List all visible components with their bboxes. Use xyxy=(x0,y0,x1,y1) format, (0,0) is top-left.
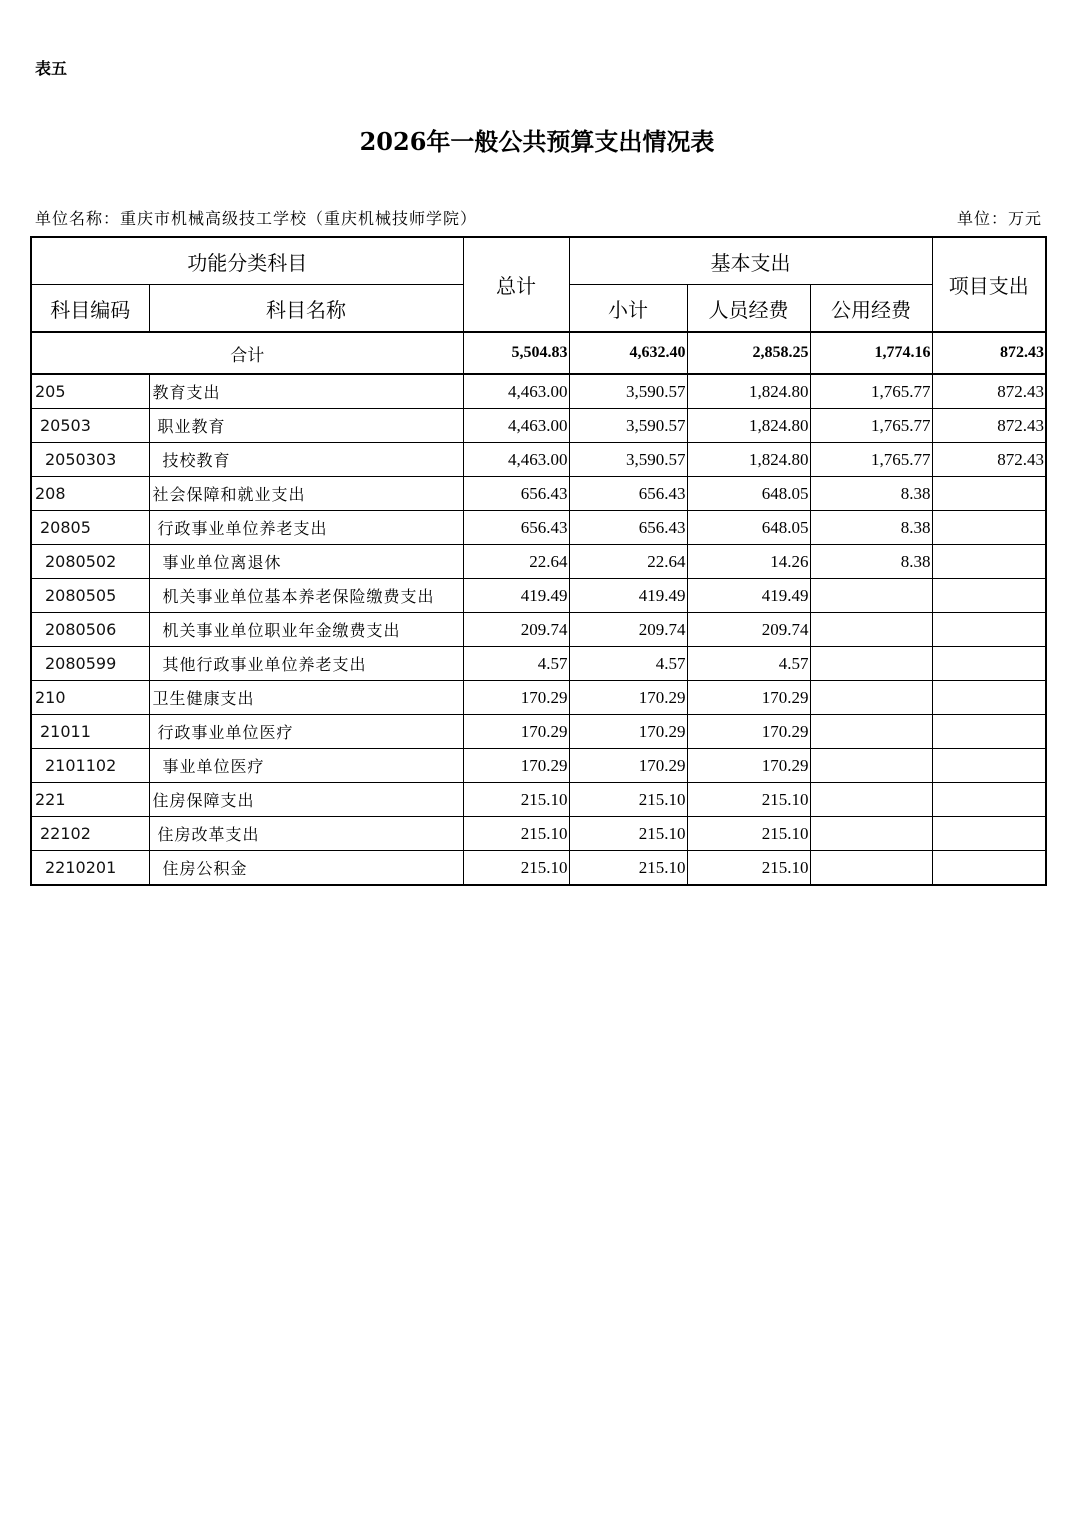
total-personnel: 2,858.25 xyxy=(687,332,810,374)
row-total: 4.57 xyxy=(463,647,569,681)
row-subtotal: 4.57 xyxy=(569,647,687,681)
row-code: 20805 xyxy=(31,511,149,545)
row-name: 机关事业单位基本养老保险缴费支出 xyxy=(149,579,463,613)
unit-name: 单位名称：重庆市机械高级技工学校（重庆机械技师学院） xyxy=(35,209,478,228)
row-personnel: 14.26 xyxy=(687,545,810,579)
table-row xyxy=(31,851,1046,886)
row-code: 2080505 xyxy=(31,579,149,613)
row-personnel: 215.10 xyxy=(687,783,810,817)
row-subtotal: 3,590.57 xyxy=(569,409,687,443)
row-subtotal: 215.10 xyxy=(569,783,687,817)
total-project: 872.43 xyxy=(932,332,1046,374)
row-subtotal: 170.29 xyxy=(569,681,687,715)
subtotal-header: 小计 xyxy=(569,285,687,333)
basic-expense-header: 基本支出 xyxy=(569,237,932,285)
table-row xyxy=(31,443,1046,477)
row-code: 22102 xyxy=(31,817,149,851)
row-subtotal: 22.64 xyxy=(569,545,687,579)
row-public xyxy=(810,613,932,647)
row-project: 872.43 xyxy=(932,374,1046,409)
personnel-header: 人员经费 xyxy=(687,285,810,333)
row-public: 8.38 xyxy=(810,545,932,579)
row-personnel: 215.10 xyxy=(687,851,810,886)
table-row xyxy=(31,545,1046,579)
row-code: 20503 xyxy=(31,409,149,443)
row-code: 221 xyxy=(31,783,149,817)
page-title: 2026年一般公共预算支出情况表 xyxy=(359,127,715,156)
row-code: 2080502 xyxy=(31,545,149,579)
row-total: 22.64 xyxy=(463,545,569,579)
row-public xyxy=(810,749,932,783)
row-project xyxy=(932,851,1046,886)
row-code: 2050303 xyxy=(31,443,149,477)
row-total: 215.10 xyxy=(463,817,569,851)
row-name: 住房改革支出 xyxy=(149,817,463,851)
row-subtotal: 3,590.57 xyxy=(569,443,687,477)
row-subtotal: 656.43 xyxy=(569,511,687,545)
row-public: 8.38 xyxy=(810,477,932,511)
total-total: 5,504.83 xyxy=(463,332,569,374)
row-total: 4,463.00 xyxy=(463,443,569,477)
table-row xyxy=(31,613,1046,647)
row-name: 住房保障支出 xyxy=(149,783,463,817)
row-project xyxy=(932,749,1046,783)
budget-table xyxy=(30,236,1047,886)
row-project xyxy=(932,613,1046,647)
row-total: 4,463.00 xyxy=(463,409,569,443)
row-name: 事业单位离退休 xyxy=(149,545,463,579)
row-name: 住房公积金 xyxy=(149,851,463,886)
row-subtotal: 209.74 xyxy=(569,613,687,647)
row-code: 21011 xyxy=(31,715,149,749)
row-personnel: 419.49 xyxy=(687,579,810,613)
table-label: 表五 xyxy=(35,59,68,78)
row-total: 209.74 xyxy=(463,613,569,647)
row-name: 教育支出 xyxy=(149,374,463,409)
total-subtotal: 4,632.40 xyxy=(569,332,687,374)
row-personnel: 1,824.80 xyxy=(687,443,810,477)
row-subtotal: 656.43 xyxy=(569,477,687,511)
row-total: 215.10 xyxy=(463,851,569,886)
row-total: 170.29 xyxy=(463,749,569,783)
row-project xyxy=(932,579,1046,613)
row-project xyxy=(932,647,1046,681)
row-subtotal: 215.10 xyxy=(569,817,687,851)
row-project xyxy=(932,545,1046,579)
row-project xyxy=(932,783,1046,817)
row-code: 208 xyxy=(31,477,149,511)
row-subtotal: 215.10 xyxy=(569,851,687,886)
row-code: 2080599 xyxy=(31,647,149,681)
total-label: 合计 xyxy=(31,332,463,374)
row-project xyxy=(932,715,1046,749)
functional-class-header: 功能分类科目 xyxy=(31,237,463,285)
table-row xyxy=(31,783,1046,817)
row-project xyxy=(932,477,1046,511)
table-row xyxy=(31,374,1046,409)
table-row xyxy=(31,647,1046,681)
row-name: 事业单位医疗 xyxy=(149,749,463,783)
row-public xyxy=(810,817,932,851)
row-subtotal: 170.29 xyxy=(569,715,687,749)
row-public xyxy=(810,579,932,613)
row-personnel: 648.05 xyxy=(687,511,810,545)
row-public: 8.38 xyxy=(810,511,932,545)
row-project xyxy=(932,511,1046,545)
table-row xyxy=(31,477,1046,511)
row-name: 技校教育 xyxy=(149,443,463,477)
total-public: 1,774.16 xyxy=(810,332,932,374)
row-project xyxy=(932,817,1046,851)
row-total: 170.29 xyxy=(463,715,569,749)
row-total: 419.49 xyxy=(463,579,569,613)
row-name: 机关事业单位职业年金缴费支出 xyxy=(149,613,463,647)
row-name: 卫生健康支出 xyxy=(149,681,463,715)
table-row xyxy=(31,511,1046,545)
total-header: 总计 xyxy=(463,237,569,332)
row-personnel: 1,824.80 xyxy=(687,374,810,409)
row-total: 170.29 xyxy=(463,681,569,715)
row-public xyxy=(810,681,932,715)
table-row xyxy=(31,409,1046,443)
row-project: 872.43 xyxy=(932,443,1046,477)
row-total: 4,463.00 xyxy=(463,374,569,409)
row-subtotal: 170.29 xyxy=(569,749,687,783)
row-subtotal: 419.49 xyxy=(569,579,687,613)
row-name: 行政事业单位医疗 xyxy=(149,715,463,749)
row-public xyxy=(810,715,932,749)
row-personnel: 209.74 xyxy=(687,613,810,647)
row-personnel: 215.10 xyxy=(687,817,810,851)
row-name: 职业教育 xyxy=(149,409,463,443)
row-public xyxy=(810,783,932,817)
row-name: 行政事业单位养老支出 xyxy=(149,511,463,545)
unit-label: 单位：万元 xyxy=(956,209,1042,228)
row-project xyxy=(932,681,1046,715)
row-public: 1,765.77 xyxy=(810,409,932,443)
table-row xyxy=(31,749,1046,783)
row-total: 215.10 xyxy=(463,783,569,817)
table-row xyxy=(31,715,1046,749)
row-total: 656.43 xyxy=(463,511,569,545)
row-code: 205 xyxy=(31,374,149,409)
row-personnel: 170.29 xyxy=(687,715,810,749)
row-public xyxy=(810,647,932,681)
row-public: 1,765.77 xyxy=(810,374,932,409)
name-header: 科目名称 xyxy=(149,285,463,333)
row-code: 210 xyxy=(31,681,149,715)
row-project: 872.43 xyxy=(932,409,1046,443)
row-personnel: 4.57 xyxy=(687,647,810,681)
table-row xyxy=(31,681,1046,715)
row-personnel: 170.29 xyxy=(687,681,810,715)
project-expense-header: 项目支出 xyxy=(932,237,1046,332)
public-header: 公用经费 xyxy=(810,285,932,333)
code-header: 科目编码 xyxy=(31,285,149,333)
row-code: 2210201 xyxy=(31,851,149,886)
row-public xyxy=(810,851,932,886)
row-code: 2101102 xyxy=(31,749,149,783)
table-row xyxy=(31,579,1046,613)
row-code: 2080506 xyxy=(31,613,149,647)
total-row xyxy=(31,332,1046,374)
row-name: 社会保障和就业支出 xyxy=(149,477,463,511)
row-name: 其他行政事业单位养老支出 xyxy=(149,647,463,681)
row-subtotal: 3,590.57 xyxy=(569,374,687,409)
row-total: 656.43 xyxy=(463,477,569,511)
row-personnel: 648.05 xyxy=(687,477,810,511)
table-row xyxy=(31,817,1046,851)
row-personnel: 1,824.80 xyxy=(687,409,810,443)
row-personnel: 170.29 xyxy=(687,749,810,783)
row-public: 1,765.77 xyxy=(810,443,932,477)
